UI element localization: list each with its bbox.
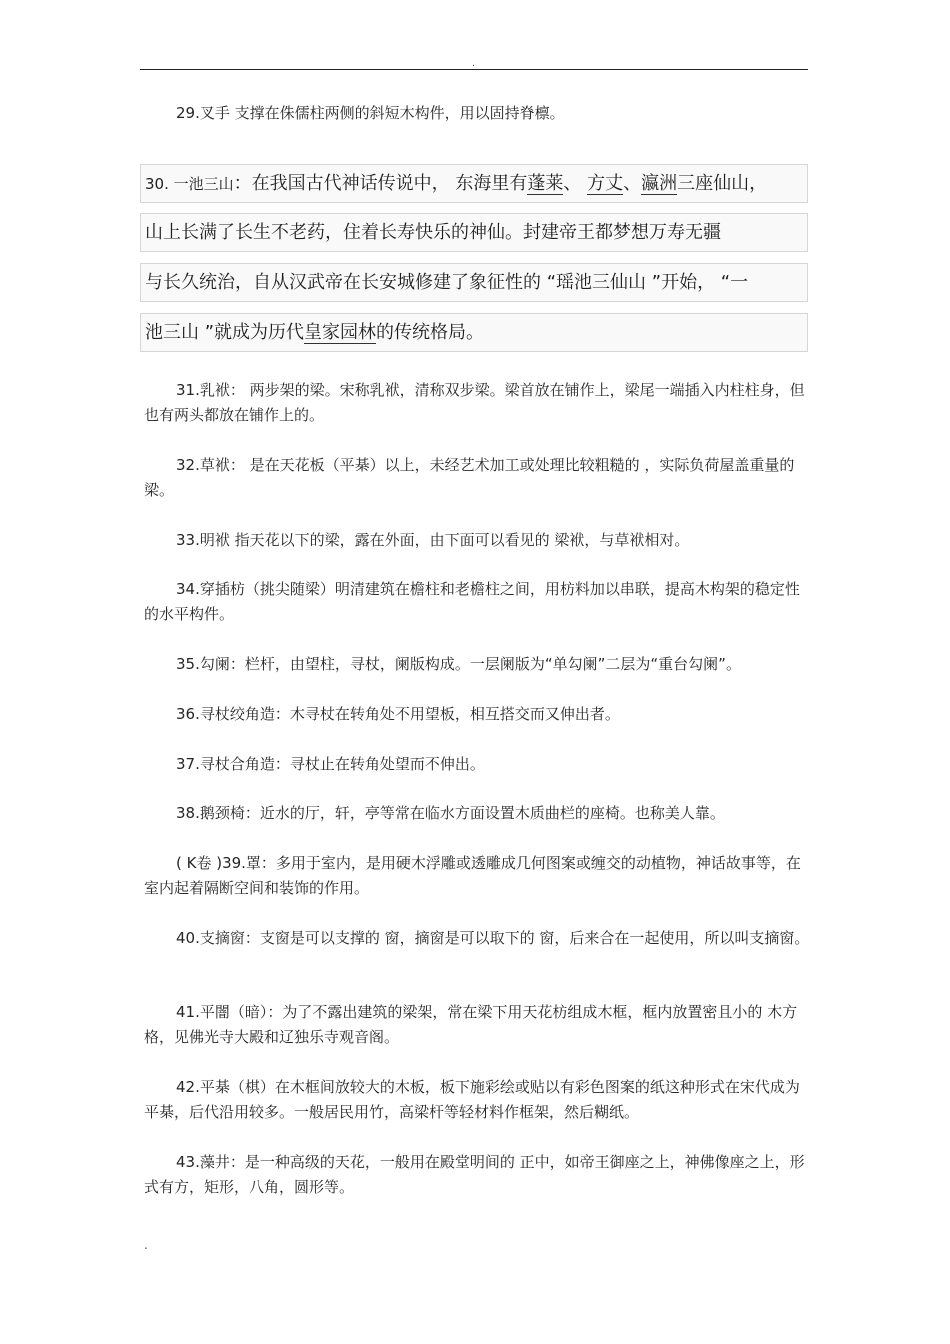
entry-39-text: ( K卷 )39.罩：多用于室内，是用硬木浮雕或透雕成几何图案或缠交的动植物，神话故事等，在室内起着隔断空间和装饰的作用。 xyxy=(144,854,801,897)
entry-30-text-line4b: 的传统格局。 xyxy=(376,322,485,343)
entry-30-text-line2: 山上长满了长生不老药，住着长寿快乐的神仙。封建帝王都梦想万寿无疆 xyxy=(145,222,721,243)
entry-31-text: 31.乳袱： 两步架的梁。宋称乳袱，清称双步梁。梁首放在铺作上，梁尾一端插入内柱柱身，但也有两头都放在铺作上的。 xyxy=(144,381,805,424)
entry-31 xyxy=(144,378,812,428)
entry-33 xyxy=(144,528,812,553)
entry-35-text: 35.勾阑：栏杆，由望柱，寻杖，阑版构成。一层阑版为“单勾阑”二层为“重台勾阑”。 xyxy=(176,655,741,673)
separator: 、 xyxy=(563,173,588,194)
link-fangzhang[interactable]: 方丈 xyxy=(587,173,624,194)
entry-30-text-line3: 与长久统治，自从汉武帝在长安城修建了象征性的 “瑶池三仙山 ”开始， “一 xyxy=(145,272,749,293)
link-huangjia-yuanlin[interactable]: 皇家园林 xyxy=(304,322,377,343)
entry-40 xyxy=(144,926,812,951)
entry-30-text-b: 三座仙山， xyxy=(677,173,768,194)
footer-dot: . xyxy=(144,1238,148,1252)
entry-30-line-3 xyxy=(140,263,808,302)
header-dot: . xyxy=(472,58,476,69)
entry-34 xyxy=(144,577,812,627)
entry-30-line-4 xyxy=(140,313,808,352)
entry-35 xyxy=(144,652,812,677)
entry-37 xyxy=(144,752,812,777)
entry-43 xyxy=(144,1150,812,1200)
entry-36 xyxy=(144,702,812,727)
entry-42 xyxy=(144,1075,812,1125)
entry-29 xyxy=(144,101,812,126)
entry-41 xyxy=(144,1000,812,1050)
link-penglai[interactable]: 蓬莱 xyxy=(527,173,564,194)
entry-33-text: 33.明袱 指天花以下的梁，露在外面，由下面可以看见的 梁袱，与草袱相对。 xyxy=(176,531,690,549)
entry-37-text: 37.寻杖合角造：寻杖止在转角处望而不伸出。 xyxy=(176,755,485,773)
separator: 、 xyxy=(623,173,642,194)
entry-38 xyxy=(144,801,812,826)
entry-39 xyxy=(144,851,812,901)
entry-41-text: 41.平闇（暗）：为了不露出建筑的梁架，常在梁下用天花枋组成木框，框内放置密且小的 木方格，见佛光寺大殿和辽独乐寺观音阁。 xyxy=(144,1003,798,1046)
entry-32 xyxy=(144,453,812,503)
header-rule xyxy=(140,69,808,70)
entry-29-text: 29.叉手 支撑在侏儒柱两侧的斜短木构件，用以固持脊檩。 xyxy=(176,104,565,122)
entry-32-text: 32.草袱： 是在天花板（平棊）以上，未经艺术加工或处理比较粗糙的 ，实际负荷屋盖重量的梁。 xyxy=(144,456,795,499)
entry-30-line-1 xyxy=(140,164,808,203)
entry-36-text: 36.寻杖绞角造：木寻杖在转角处不用望板，相互搭交而又伸出者。 xyxy=(176,705,620,723)
link-yingzhou[interactable]: 瀛洲 xyxy=(641,173,678,194)
entry-30-line-2 xyxy=(140,213,808,252)
entry-30-title: 30. 一池三山 xyxy=(145,175,234,193)
entry-43-text: 43.藻井：是一种高级的天花，一般用在殿堂明间的 正中，如帝王御座之上，神佛像座之上，形式有方，矩形，八角，圆形等。 xyxy=(144,1153,805,1196)
entry-30-text-a: ：在我国古代神话传说中， 东海里有 xyxy=(233,173,528,194)
entry-34-text: 34.穿插枋（挑尖随梁）明清建筑在檐柱和老檐柱之间，用枋料加以串联，提高木构架的稳定性的水平构件。 xyxy=(144,580,800,623)
entry-40-text: 40.支摘窗：支窗是可以支撑的 窗，摘窗是可以取下的 窗，后来合在一起使用，所以叫支摘窗。 xyxy=(176,929,810,947)
entry-38-text: 38.鹅颈椅：近水的厅，轩，亭等常在临水方面设置木质曲栏的座椅。也称美人靠。 xyxy=(176,804,725,822)
entry-42-text: 42.平棊（棋）在木框间放较大的木板，板下施彩绘或贴以有彩色图案的纸这种形式在宋代成为平棊，后代沿用较多。一般居民用竹，高梁杆等轻材料作框架，然后糊纸。 xyxy=(144,1078,800,1121)
entry-30-text-line4a: 池三山 ”就成为历代 xyxy=(145,322,305,343)
